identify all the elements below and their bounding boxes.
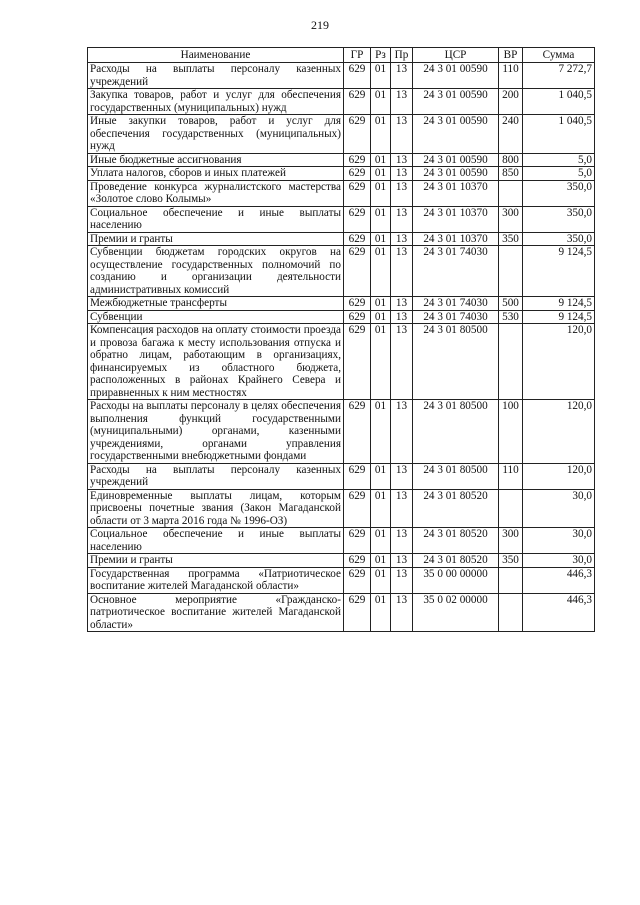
- row-gr-cell: 629: [344, 554, 371, 568]
- row-sum-cell: 120,0: [523, 400, 595, 464]
- row-pr-cell: 13: [391, 180, 413, 206]
- table-row: [88, 232, 595, 246]
- row-csr-cell: 24 3 01 10370: [413, 232, 499, 246]
- row-csr-cell: 24 3 01 80520: [413, 554, 499, 568]
- row-csr-cell: 24 3 01 80520: [413, 528, 499, 554]
- row-rz-cell: 01: [371, 232, 391, 246]
- row-pr-cell: 13: [391, 115, 413, 154]
- row-vr-cell: [499, 593, 523, 632]
- row-gr-cell: 629: [344, 567, 371, 593]
- row-rz-cell: 01: [371, 324, 391, 400]
- budget-table: [87, 47, 595, 632]
- row-gr-cell: 629: [344, 593, 371, 632]
- row-name-cell: Премии и гранты: [88, 232, 344, 246]
- row-csr-cell: 24 3 01 74030: [413, 297, 499, 311]
- row-name-cell: Государственная программа «Патриотическое воспитание жителей Магаданской области»: [88, 567, 344, 593]
- row-rz-cell: 01: [371, 89, 391, 115]
- row-name-cell: Единовременные выплаты лицам, которым присвоены почетные звания (Закон Магаданской области от 3 марта 2016 года № 1996-ОЗ): [88, 489, 344, 528]
- row-vr-cell: 300: [499, 206, 523, 232]
- row-pr-cell: 13: [391, 206, 413, 232]
- row-rz-cell: 01: [371, 463, 391, 489]
- row-sum-cell: 446,3: [523, 593, 595, 632]
- row-name-cell: Проведение конкурса журналистского мастерства «Золотое слово Колымы»: [88, 180, 344, 206]
- row-rz-cell: 01: [371, 63, 391, 89]
- table-header: [88, 48, 595, 63]
- row-csr-cell: 24 3 01 74030: [413, 310, 499, 324]
- table-row: [88, 115, 595, 154]
- row-sum-cell: 350,0: [523, 180, 595, 206]
- row-vr-cell: [499, 324, 523, 400]
- row-csr-cell: 35 0 00 00000: [413, 567, 499, 593]
- row-vr-cell: [499, 567, 523, 593]
- table-row: [88, 554, 595, 568]
- row-sum-cell: 1 040,5: [523, 89, 595, 115]
- row-csr-cell: 35 0 02 00000: [413, 593, 499, 632]
- row-pr-cell: 13: [391, 246, 413, 297]
- row-sum-cell: 9 124,5: [523, 297, 595, 311]
- table-row: [88, 63, 595, 89]
- row-gr-cell: 629: [344, 63, 371, 89]
- table-body: [88, 63, 595, 632]
- row-name-cell: Иные бюджетные ассигнования: [88, 153, 344, 167]
- row-name-cell: Субвенции бюджетам городских округов на осуществление государственных полномочий по созданию и организации деятельности административных комиссий: [88, 246, 344, 297]
- row-vr-cell: 300: [499, 528, 523, 554]
- row-gr-cell: 629: [344, 180, 371, 206]
- header-sum: Сумма: [523, 48, 595, 63]
- table-row: [88, 180, 595, 206]
- row-csr-cell: 24 3 01 80500: [413, 324, 499, 400]
- table-row: [88, 463, 595, 489]
- row-rz-cell: 01: [371, 297, 391, 311]
- table-row: [88, 206, 595, 232]
- row-sum-cell: 446,3: [523, 567, 595, 593]
- row-csr-cell: 24 3 01 10370: [413, 180, 499, 206]
- row-rz-cell: 01: [371, 554, 391, 568]
- table-row: [88, 89, 595, 115]
- row-vr-cell: [499, 489, 523, 528]
- row-pr-cell: 13: [391, 297, 413, 311]
- row-pr-cell: 13: [391, 310, 413, 324]
- row-gr-cell: 629: [344, 89, 371, 115]
- row-rz-cell: 01: [371, 400, 391, 464]
- row-vr-cell: [499, 180, 523, 206]
- row-gr-cell: 629: [344, 400, 371, 464]
- row-sum-cell: 1 040,5: [523, 115, 595, 154]
- header-csr: ЦСР: [413, 48, 499, 63]
- row-gr-cell: 629: [344, 489, 371, 528]
- row-pr-cell: 13: [391, 528, 413, 554]
- row-sum-cell: 120,0: [523, 324, 595, 400]
- row-gr-cell: 629: [344, 463, 371, 489]
- table-row: [88, 400, 595, 464]
- row-pr-cell: 13: [391, 232, 413, 246]
- table-row: [88, 297, 595, 311]
- row-name-cell: Премии и гранты: [88, 554, 344, 568]
- row-csr-cell: 24 3 01 80500: [413, 400, 499, 464]
- table-row: [88, 593, 595, 632]
- row-csr-cell: 24 3 01 00590: [413, 63, 499, 89]
- row-pr-cell: 13: [391, 63, 413, 89]
- row-name-cell: Уплата налогов, сборов и иных платежей: [88, 167, 344, 181]
- row-csr-cell: 24 3 01 00590: [413, 89, 499, 115]
- row-sum-cell: 350,0: [523, 206, 595, 232]
- table-row: [88, 167, 595, 181]
- row-rz-cell: 01: [371, 153, 391, 167]
- row-csr-cell: 24 3 01 80520: [413, 489, 499, 528]
- row-pr-cell: 13: [391, 593, 413, 632]
- row-sum-cell: 5,0: [523, 153, 595, 167]
- table-row: [88, 246, 595, 297]
- row-sum-cell: 5,0: [523, 167, 595, 181]
- row-csr-cell: 24 3 01 00590: [413, 153, 499, 167]
- row-rz-cell: 01: [371, 115, 391, 154]
- row-name-cell: Субвенции: [88, 310, 344, 324]
- row-name-cell: Расходы на выплаты персоналу казенных учреждений: [88, 463, 344, 489]
- row-gr-cell: 629: [344, 528, 371, 554]
- header-pr: Пр: [391, 48, 413, 63]
- table-row: [88, 324, 595, 400]
- row-gr-cell: 629: [344, 153, 371, 167]
- header-name: Наименование: [88, 48, 344, 63]
- row-gr-cell: 629: [344, 167, 371, 181]
- row-name-cell: Межбюджетные трансферты: [88, 297, 344, 311]
- row-sum-cell: 30,0: [523, 528, 595, 554]
- row-rz-cell: 01: [371, 489, 391, 528]
- row-sum-cell: 9 124,5: [523, 246, 595, 297]
- row-vr-cell: 530: [499, 310, 523, 324]
- table-row: [88, 310, 595, 324]
- row-sum-cell: 30,0: [523, 554, 595, 568]
- row-vr-cell: 240: [499, 115, 523, 154]
- page-number: 219: [311, 18, 329, 32]
- row-sum-cell: 9 124,5: [523, 310, 595, 324]
- row-pr-cell: 13: [391, 554, 413, 568]
- row-vr-cell: 350: [499, 232, 523, 246]
- header-vr: ВР: [499, 48, 523, 63]
- row-name-cell: Основное мероприятие «Гражданско-патриотическое воспитание жителей Магаданской области»: [88, 593, 344, 632]
- row-vr-cell: 100: [499, 400, 523, 464]
- row-pr-cell: 13: [391, 567, 413, 593]
- row-rz-cell: 01: [371, 593, 391, 632]
- row-vr-cell: 200: [499, 89, 523, 115]
- row-rz-cell: 01: [371, 167, 391, 181]
- row-rz-cell: 01: [371, 180, 391, 206]
- row-csr-cell: 24 3 01 00590: [413, 167, 499, 181]
- row-vr-cell: 350: [499, 554, 523, 568]
- row-name-cell: Социальное обеспечение и иные выплаты населению: [88, 206, 344, 232]
- row-vr-cell: 110: [499, 63, 523, 89]
- row-name-cell: Социальное обеспечение и иные выплаты населению: [88, 528, 344, 554]
- row-name-cell: Компенсация расходов на оплату стоимости проезда и провоза багажа к месту использования отпуска и обратно лицам, работающим в организациях, финансируемых из областного бюджета, расположенных в районах Крайнего Севера и приравненных к ним местностях: [88, 324, 344, 400]
- row-vr-cell: 110: [499, 463, 523, 489]
- row-name-cell: Расходы на выплаты персоналу казенных учреждений: [88, 63, 344, 89]
- row-sum-cell: 350,0: [523, 232, 595, 246]
- row-pr-cell: 13: [391, 489, 413, 528]
- row-name-cell: Закупка товаров, работ и услуг для обеспечения государственных (муниципальных) нужд: [88, 89, 344, 115]
- table-row: [88, 567, 595, 593]
- row-rz-cell: 01: [371, 567, 391, 593]
- row-gr-cell: 629: [344, 115, 371, 154]
- row-csr-cell: 24 3 01 80500: [413, 463, 499, 489]
- table-row: [88, 528, 595, 554]
- row-sum-cell: 120,0: [523, 463, 595, 489]
- row-vr-cell: [499, 246, 523, 297]
- row-name-cell: Иные закупки товаров, работ и услуг для обеспечения государственных (муниципальных) нужд: [88, 115, 344, 154]
- row-vr-cell: 800: [499, 153, 523, 167]
- row-gr-cell: 629: [344, 324, 371, 400]
- row-rz-cell: 01: [371, 310, 391, 324]
- row-pr-cell: 13: [391, 89, 413, 115]
- row-name-cell: Расходы на выплаты персоналу в целях обеспечения выполнения функций государственными (муниципальными) органами, казенными учреждениями, органами управления государственными внебюджетными фондами: [88, 400, 344, 464]
- row-gr-cell: 629: [344, 232, 371, 246]
- table-row: [88, 153, 595, 167]
- header-gr: ГР: [344, 48, 371, 63]
- row-rz-cell: 01: [371, 528, 391, 554]
- table-row: [88, 489, 595, 528]
- row-csr-cell: 24 3 01 00590: [413, 115, 499, 154]
- row-pr-cell: 13: [391, 153, 413, 167]
- row-vr-cell: 500: [499, 297, 523, 311]
- row-pr-cell: 13: [391, 324, 413, 400]
- row-gr-cell: 629: [344, 246, 371, 297]
- row-sum-cell: 30,0: [523, 489, 595, 528]
- row-gr-cell: 629: [344, 297, 371, 311]
- row-gr-cell: 629: [344, 310, 371, 324]
- row-gr-cell: 629: [344, 206, 371, 232]
- row-pr-cell: 13: [391, 463, 413, 489]
- row-csr-cell: 24 3 01 10370: [413, 206, 499, 232]
- row-rz-cell: 01: [371, 246, 391, 297]
- row-csr-cell: 24 3 01 74030: [413, 246, 499, 297]
- row-sum-cell: 7 272,7: [523, 63, 595, 89]
- header-rz: Рз: [371, 48, 391, 63]
- row-vr-cell: 850: [499, 167, 523, 181]
- row-pr-cell: 13: [391, 400, 413, 464]
- row-rz-cell: 01: [371, 206, 391, 232]
- row-pr-cell: 13: [391, 167, 413, 181]
